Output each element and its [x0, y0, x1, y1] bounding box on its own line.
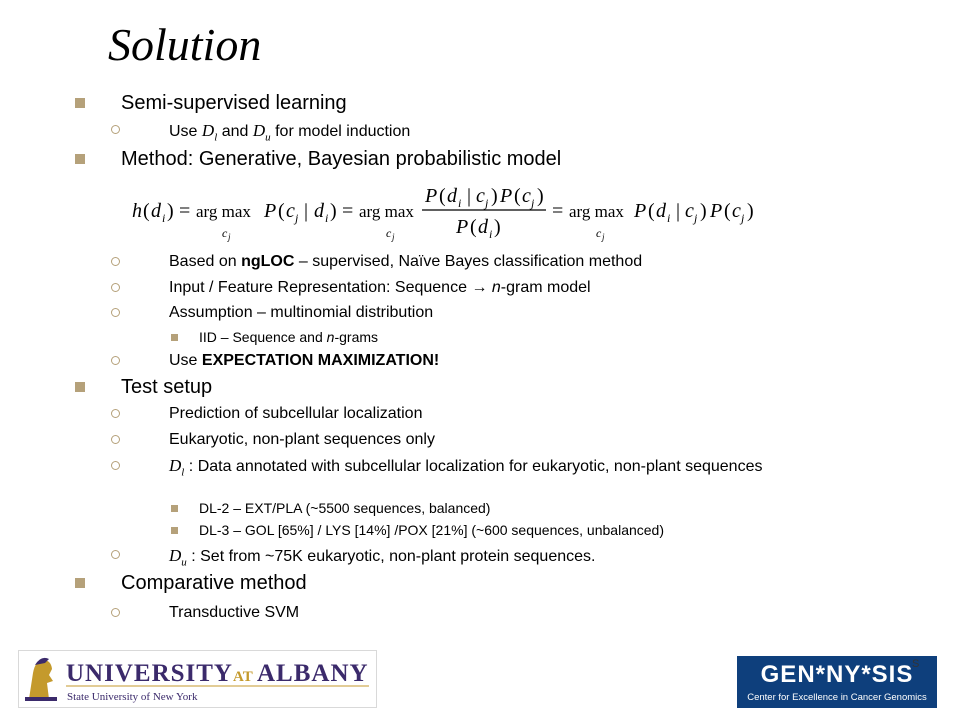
sub-bullet-text: Prediction of subcellular localization [169, 405, 423, 422]
svg-text:j: j [228, 232, 231, 242]
square-bullet-icon [75, 98, 85, 108]
sub-bullet-text: Use $D_l$ and $D_u$ for model induction [169, 121, 411, 144]
svg-text:): ) [747, 200, 754, 222]
minerva-emblem-icon [25, 657, 57, 701]
svg-text:arg max: arg max [359, 202, 414, 221]
svg-text:AT: AT [233, 669, 253, 685]
circle-bullet-icon [111, 283, 120, 292]
svg-text:i: i [667, 211, 671, 225]
circle-bullet-icon [111, 608, 120, 617]
svg-text:State University of New York: State University of New York [67, 691, 198, 703]
right-arrow-icon: → [471, 279, 488, 296]
svg-text:=: = [342, 200, 354, 222]
svg-text:GEN*NY*SIS: GEN*NY*SIS [760, 661, 914, 688]
circle-bullet-icon [111, 435, 120, 444]
sub-bullet-dl [111, 457, 849, 481]
sub-bullet-prediction [111, 405, 422, 423]
bullet-text: Semi-supervised learning [121, 92, 347, 114]
svg-text:j: j [602, 232, 605, 242]
svg-text:): ) [494, 216, 501, 238]
svg-text:j: j [392, 232, 395, 242]
svg-text:j: j [694, 211, 698, 225]
sub-sub-bullet-iid [171, 329, 378, 345]
bullet-text: Comparative method [121, 572, 307, 594]
bullet-text: Test setup [121, 376, 213, 398]
svg-text:): ) [167, 200, 174, 222]
bullet-method [75, 148, 561, 171]
svg-text:c: c [386, 226, 392, 240]
genomics-logo-graphic [737, 656, 937, 708]
circle-bullet-icon [111, 356, 120, 365]
svg-text:j: j [295, 211, 299, 225]
bullet-text: Method: Generative, Bayesian probabilistic model [121, 148, 562, 170]
svg-text:d: d [151, 200, 161, 222]
sub-sub-bullet-dl3 [171, 522, 664, 538]
svg-text:P: P [456, 216, 469, 238]
square-bullet-icon [75, 382, 85, 392]
svg-text:d: d [478, 216, 488, 238]
circle-bullet-icon [111, 125, 120, 134]
genomics-center-logo [737, 656, 937, 708]
slide-title: Solution [108, 19, 262, 70]
svg-text:|: | [676, 200, 681, 222]
svg-text:): ) [537, 185, 544, 207]
svg-text:|: | [304, 200, 309, 222]
svg-text:i: i [489, 227, 493, 241]
svg-text:P: P [425, 185, 438, 207]
university-at-albany-logo [18, 650, 377, 708]
sub-bullet-use-dl-du [111, 121, 410, 143]
sub-bullet-text: Input / Feature Representation: Sequence → n-gram model [169, 279, 591, 296]
svg-text:Center for Excellence in Cance: Center for Excellence in Cancer Genomics [747, 692, 927, 703]
svg-text:c: c [596, 226, 602, 240]
circle-bullet-icon [111, 308, 120, 317]
svg-text:(: ( [439, 185, 446, 207]
sub-bullet-assumption [111, 304, 433, 322]
svg-text:): ) [330, 200, 337, 222]
svg-text:j: j [741, 211, 745, 225]
square-bullet-icon [171, 527, 178, 534]
circle-bullet-icon [111, 409, 120, 418]
svg-text:(: ( [514, 185, 521, 207]
svg-text:): ) [491, 185, 498, 207]
sub-bullet-text: Assumption – multinomial distribution [169, 304, 434, 321]
svg-text:d: d [314, 200, 324, 222]
svg-text:=: = [552, 200, 564, 222]
bullet-test-setup [75, 376, 212, 399]
sub-bullet-text: Use EXPECTATION MAXIMIZATION! [169, 352, 440, 369]
svg-text:(: ( [648, 200, 655, 222]
svg-text:c: c [685, 200, 694, 222]
svg-text:d: d [447, 185, 457, 207]
svg-text:c: c [222, 226, 228, 240]
circle-bullet-icon [111, 461, 120, 470]
svg-text:UNIVERSITY: UNIVERSITY [66, 660, 233, 687]
svg-text:P: P [264, 200, 277, 222]
sub-bullet-text: $D_u$ : Set from ~75K eukaryotic, non-plant protein sequences. [169, 546, 596, 569]
svg-text:i: i [162, 211, 166, 225]
svg-text:j: j [485, 196, 489, 210]
sub-bullet-text: Transductive SVM [169, 604, 300, 621]
square-bullet-icon [75, 578, 85, 588]
svg-text:d: d [656, 200, 666, 222]
sub-bullet-em [111, 352, 439, 370]
svg-text:i: i [458, 196, 462, 210]
sub-bullet-text: $D_l$ : Data annotated with subcellular localization for eukaryotic, non-plant sequences [169, 456, 763, 479]
svg-text:c: c [732, 200, 741, 222]
sub-bullet-text: Eukaryotic, non-plant sequences only [169, 431, 435, 448]
svg-text:j: j [531, 196, 535, 210]
svg-text:=: = [179, 200, 191, 222]
slide-number-mark: S [912, 658, 920, 670]
svg-text:arg max: arg max [569, 202, 624, 221]
svg-text:i: i [325, 211, 329, 225]
svg-text:h: h [132, 200, 142, 222]
square-bullet-icon [171, 334, 178, 341]
svg-text:(: ( [470, 216, 477, 238]
square-bullet-icon [171, 505, 178, 512]
svg-text:(: ( [278, 200, 285, 222]
svg-text:arg max: arg max [196, 202, 251, 221]
sub-sub-bullet-text: DL-2 – EXT/PLA (~5500 sequences, balanced) [199, 500, 491, 516]
svg-text:(: ( [724, 200, 731, 222]
bullet-comparative [75, 572, 307, 595]
bullet-semi-supervised [75, 92, 347, 115]
sub-bullet-ngloc [111, 253, 642, 271]
sub-sub-bullet-dl2 [171, 500, 490, 516]
sub-bullet-eukaryotic [111, 431, 435, 449]
svg-text:P: P [500, 185, 513, 207]
svg-text:c: c [286, 200, 295, 222]
sub-sub-bullet-text: DL-3 – GOL [65%] / LYS [14%] /POX [21%] (~600 sequences, unbalanced) [199, 522, 664, 538]
svg-text:ALBANY: ALBANY [257, 660, 369, 687]
svg-text:): ) [700, 200, 707, 222]
sub-bullet-input [111, 279, 591, 297]
sub-bullet-du [111, 546, 595, 568]
circle-bullet-icon [111, 550, 120, 559]
svg-text:(: ( [143, 200, 150, 222]
sub-bullet-tsvm [111, 604, 299, 622]
sub-sub-bullet-text: IID – Sequence and n-grams [199, 329, 379, 345]
svg-text:P: P [710, 200, 723, 222]
svg-text:c: c [476, 185, 485, 207]
sub-bullet-text: Based on ngLOC – supervised, Naïve Bayes classification method [169, 253, 643, 270]
svg-text:|: | [467, 185, 472, 207]
svg-text:c: c [522, 185, 531, 207]
svg-text:P: P [634, 200, 647, 222]
circle-bullet-icon [111, 257, 120, 266]
square-bullet-icon [75, 154, 85, 164]
bayes-formula [128, 177, 768, 245]
albany-logo-graphic [19, 651, 376, 707]
